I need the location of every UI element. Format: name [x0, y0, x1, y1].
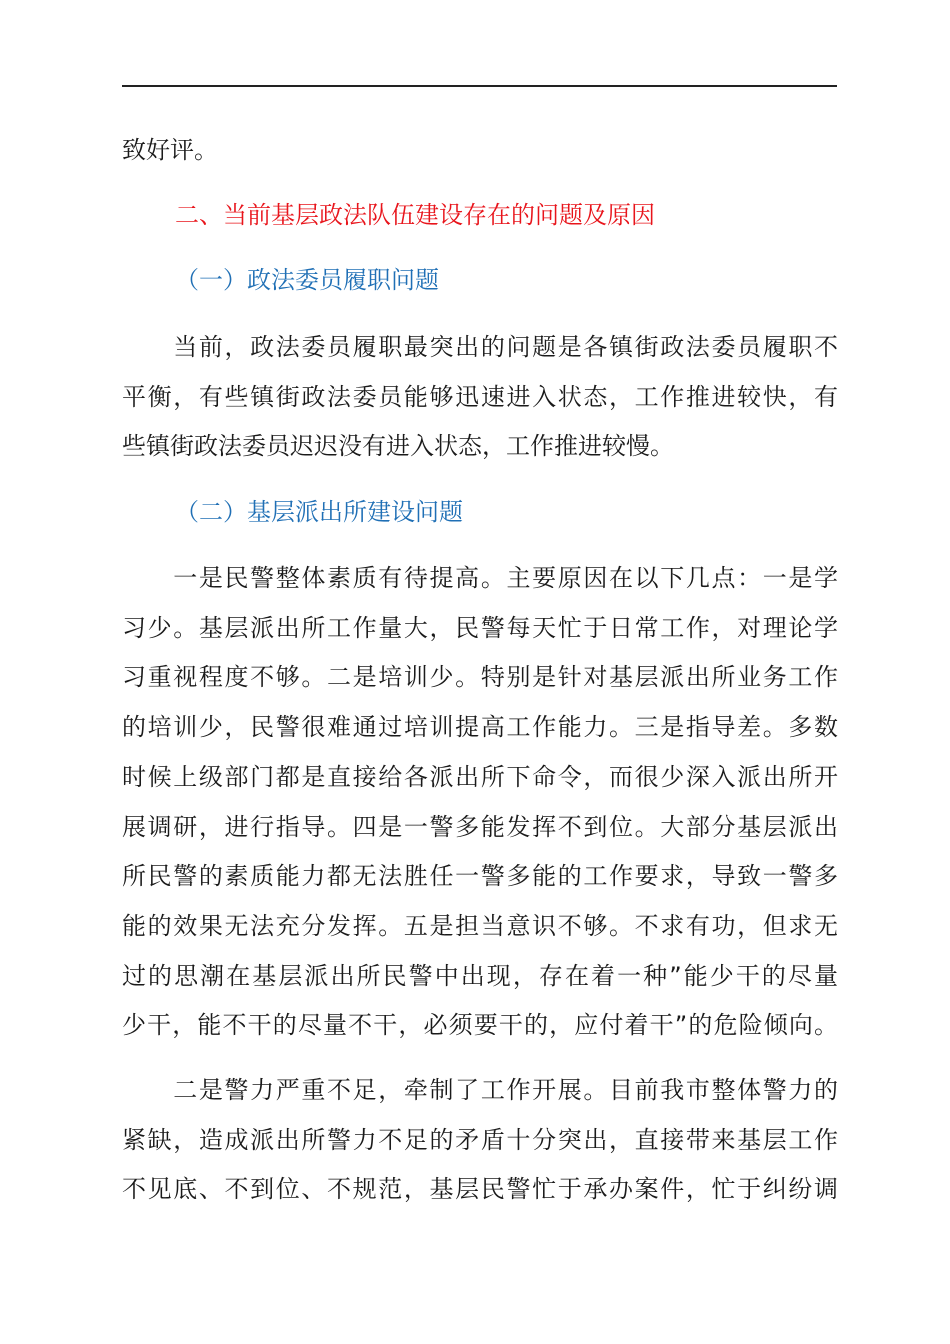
continued-paragraph: [122, 126, 838, 176]
header-rule: [122, 85, 837, 87]
paragraph-line: 当前，政法委员履职最突出的问题是各镇街政法委员履职不: [122, 333, 838, 361]
paragraph-line: 一是民警整体素质有待提高。主要原因在以下几点：一是学: [122, 564, 838, 592]
paragraph-line: 平衡，有些镇街政法委员能够迅速进入状态，工作推进较快，有: [122, 382, 838, 411]
paragraph-line: 少干，能不干的尽量不干，必须要干的，应付着干”的危险倾向。: [122, 1011, 838, 1040]
paragraph-line: 习少。基层派出所工作量大，民警每天忙于日常工作，对理论学: [122, 613, 838, 642]
paragraph-line: 所民警的素质能力都无法胜任一警多能的工作要求，导致一警多: [122, 862, 838, 891]
paragraph-sub2-1: [122, 554, 838, 1051]
subsection-heading-1: （一）政法委员履职问题: [175, 266, 439, 294]
paragraph-line: 过的思潮在基层派出所民警中出现，存在着一种”能少干的尽量: [122, 961, 838, 990]
paragraph-line: 能的效果无法充分发挥。五是担当意识不够。不求有功，但求无: [122, 911, 838, 940]
paragraph-line: 展调研，进行指导。四是一警多能发挥不到位。大部分基层派出: [122, 812, 838, 841]
paragraph-sub1: [122, 323, 838, 472]
paragraph-line: 紧缺，造成派出所警力不足的矛盾十分突出，直接带来基层工作: [122, 1125, 838, 1154]
section-heading: 二、当前基层政法队伍建设存在的问题及原因: [175, 201, 655, 229]
paragraph-sub2-2: [122, 1066, 838, 1215]
paragraph-line: 致好评。: [122, 136, 218, 164]
paragraph-line: 的培训少，民警很难通过培训提高工作能力。三是指导差。多数: [122, 713, 838, 742]
paragraph-line: 时候上级部门都是直接给各派出所下命令，而很少深入派出所开: [122, 762, 838, 791]
subsection-heading-2: （二）基层派出所建设问题: [175, 498, 463, 526]
paragraph-line: 二是警力严重不足，牵制了工作开展。目前我市整体警力的: [122, 1076, 838, 1104]
paragraph-line: 习重视程度不够。二是培训少。特别是针对基层派出所业务工作: [122, 663, 838, 692]
paragraph-line: 不见底、不到位、不规范，基层民警忙于承办案件，忙于纠纷调: [122, 1175, 838, 1204]
paragraph-line: 些镇街政法委员迟迟没有进入状态，工作推进较慢。: [122, 432, 674, 461]
